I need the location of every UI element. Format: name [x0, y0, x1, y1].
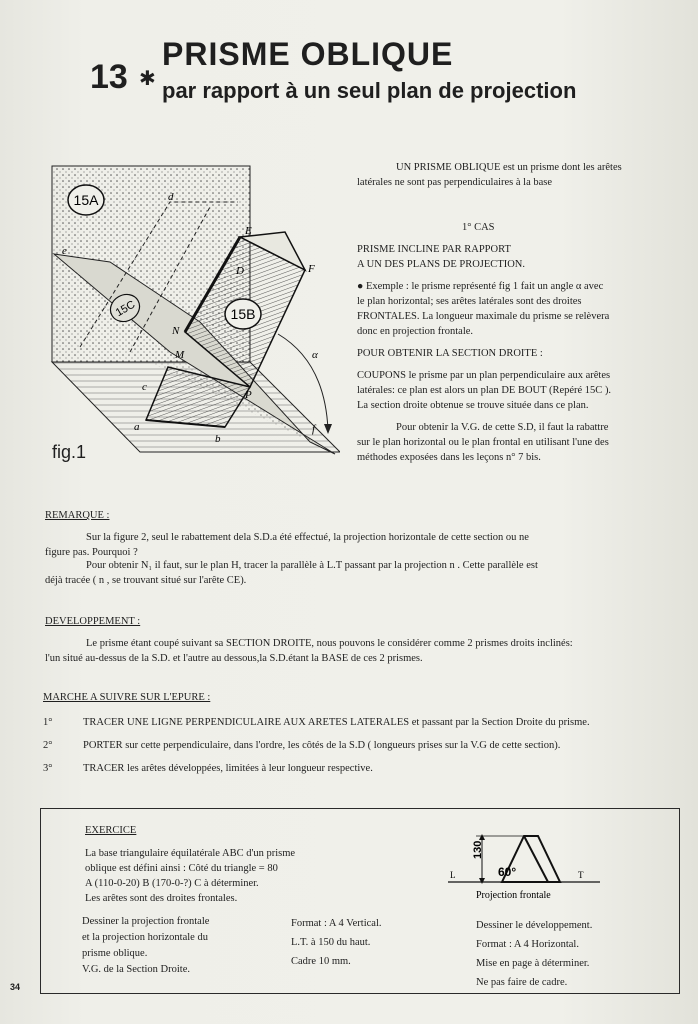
coupons-line-3: La section droite obtenue se trouve située dans ce plan. [357, 400, 589, 411]
lesson-number: 13 [90, 58, 128, 96]
intro-line-1: UN PRISME OBLIQUE est un prisme dont les arêtes [396, 162, 622, 173]
coupons-line-1: COUPONS le prisme par un plan perpendiculaire aux arêtes [357, 370, 611, 381]
exercise-line-4: Les arêtes sont des droites frontales. [85, 893, 238, 904]
tag-15b: 15B [230, 306, 256, 322]
vg-line-2: sur le plan horizontal ou le plan frontal en utilisant l'une des [357, 437, 609, 448]
task-col2-line-2: L.T. à 150 du haut. [291, 937, 371, 948]
page-title: PRISME OBLIQUE [162, 36, 454, 72]
task-col1-line-1: Dessiner la projection frontale [82, 916, 210, 927]
letter-P: P [245, 389, 252, 401]
example-line-3: FRONTALES. La longueur maximale du prisme se relèvera [357, 311, 610, 322]
step-2-number: 2° [43, 740, 53, 751]
page-subtitle: par rapport à un seul plan de projection [162, 78, 577, 103]
letter-E: E [245, 225, 252, 237]
diagram-caption: Projection frontale [476, 890, 551, 901]
exercise-line-3: A (110-0-20) B (170-0-?) C à déterminer. [85, 878, 259, 889]
letter-d: d [168, 191, 174, 203]
step-1-number: 1° [43, 717, 53, 728]
vg-line-1: Pour obtenir la V.G. de cette S.D, il faut la rabattre [396, 422, 609, 433]
exercise-line-1: La base triangulaire équilatérale ABC d'un prisme [85, 848, 296, 859]
incline-line-1: PRISME INCLINE PAR RAPPORT [357, 244, 511, 255]
section-heading: POUR OBTENIR LA SECTION DROITE : [357, 348, 543, 359]
letter-D: D [236, 265, 244, 277]
remarque-line-4: déjà tracée ( n , se trouvant situé sur l'arête CE). [45, 575, 247, 586]
intro-line-2: latérales ne sont pas perpendiculaires à la base [357, 177, 553, 188]
tag-15c: 15C [113, 298, 138, 320]
task-col1-line-2: et la projection horizontale du [82, 932, 208, 943]
letter-a: a [134, 421, 140, 433]
task-col3-line-4: Ne pas faire de cadre. [476, 977, 568, 988]
letter-b: b [215, 433, 221, 445]
remarque-line-3: Pour obtenir N₁ il faut, sur le plan H, tracer la parallèle à L.T passant par la projection n . Cette parallèle est [86, 560, 538, 571]
case-heading: 1° CAS [462, 222, 495, 233]
developpement-line-1: Le prisme étant coupé suivant sa SECTION DROITE, nous pouvons le considérer comme 2 prismes droits inclinés: [86, 638, 573, 649]
star-icon: ✱ [139, 66, 156, 90]
step-3-text: TRACER les arêtes développées, limitées à leur longueur respective. [83, 763, 373, 774]
marche-heading: MARCHE A SUIVRE SUR L'EPURE : [43, 692, 211, 703]
task-col3-line-3: Mise en page à déterminer. [476, 958, 590, 969]
coupons-line-2: latérales: ce plan est alors un plan DE BOUT (Repéré 15C ). [357, 385, 612, 396]
task-col1-line-4: V.G. de la Section Droite. [82, 964, 190, 975]
line-label-T: T [578, 870, 584, 880]
line-label-L: L [450, 870, 456, 880]
incline-line-2: A UN DES PLANS DE PROJECTION. [357, 259, 526, 270]
remarque-line-2: figure pas. Pourquoi ? [45, 547, 138, 558]
letter-N: N [172, 325, 180, 337]
letter-c: c [142, 381, 147, 393]
task-col3-line-2: Format : A 4 Horizontal. [476, 939, 579, 950]
step-1-text: TRACER UNE LIGNE PERPENDICULAIRE AUX ARETES LATERALES et passant par la Section Droite du prisme. [83, 717, 590, 728]
step-3-number: 3° [43, 763, 53, 774]
step-2-text: PORTER sur cette perpendiculaire, dans l'ordre, les côtés de la S.D ( longueurs prises sur la V.G de cette section). [83, 740, 561, 751]
developpement-heading: DEVELOPPEMENT : [45, 616, 141, 627]
developpement-line-2: l'un situé au-dessus de la S.D. et l'autre au dessous,la S.D.étant la BASE de ces 2 prismes. [45, 653, 423, 664]
letter-alpha: α [312, 349, 318, 361]
task-col2-line-1: Format : A 4 Vertical. [291, 918, 382, 929]
vg-line-3: méthodes exposées dans les leçons n° 7 bis. [357, 452, 541, 463]
figure-label: fig.1 [52, 442, 87, 462]
page-number: 34 [10, 982, 21, 992]
remarque-line-1: Sur la figure 2, seul le rabattement dela S.D.a été effectué, la projection horizontale de cette section ou ne [86, 532, 529, 543]
example-line-2: le plan horizontal; ses arêtes latérales sont des droites [357, 296, 582, 307]
example-line-4: donc en projection frontale. [357, 326, 474, 337]
task-col3-line-1: Dessiner le développement. [476, 920, 593, 931]
angle-label: 60° [498, 865, 517, 879]
exercise-heading: EXERCICE [85, 825, 137, 836]
figure-1-prism [50, 162, 340, 462]
height-label: 130 [472, 840, 484, 859]
task-col1-line-3: prisme oblique. [82, 948, 148, 959]
remarque-heading: REMARQUE : [45, 510, 110, 521]
exercise-line-2: oblique est défini ainsi : Côté du triangle = 80 [85, 863, 278, 874]
letter-e: e [62, 245, 67, 257]
example-line-1: ● Exemple : le prisme représenté fig 1 fait un angle α avec [357, 281, 604, 292]
letter-M: M [175, 349, 185, 361]
letter-F: F [308, 263, 315, 275]
tag-15a: 15A [73, 192, 99, 208]
task-col2-line-3: Cadre 10 mm. [291, 956, 351, 967]
projection-diagram [440, 828, 610, 904]
letter-f: f [312, 423, 316, 435]
